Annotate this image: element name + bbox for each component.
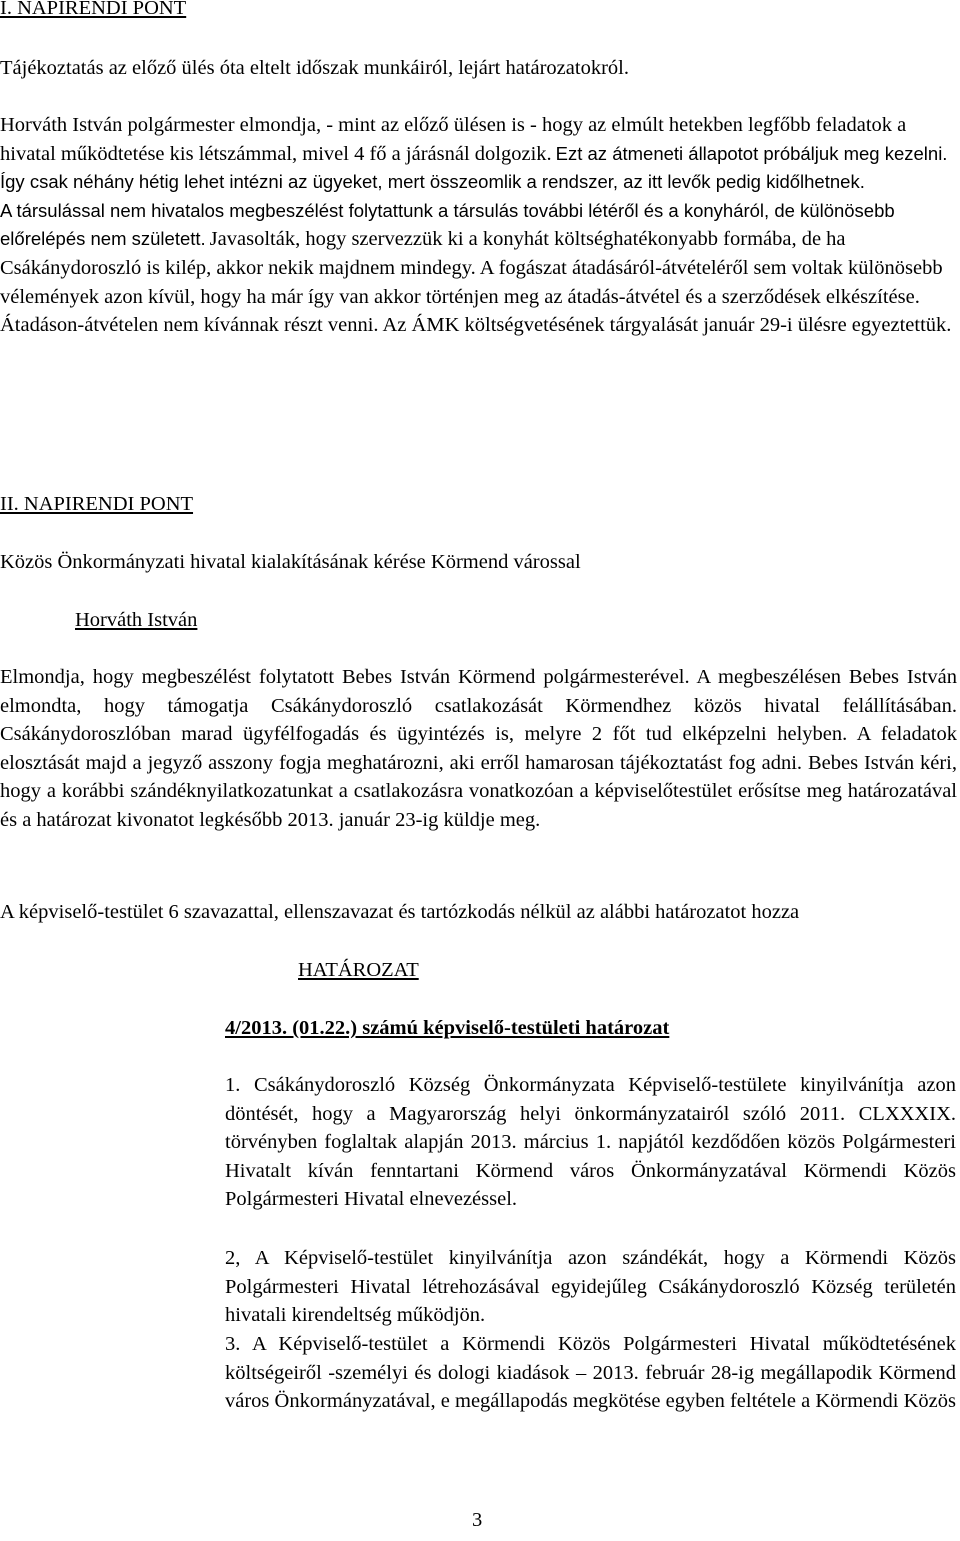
- section2-paragraph: Elmondja, hogy megbeszélést folytatott Bebes István Körmend polgármesterével. A megbeszélésen Bebes István elmondta, hogy támogatja Csákánydoroszló csatlakozását Körmendhez közös hivatal felállításában. Csákánydoroszlóban marad ügyfélfogadás és ügyintézés is, melyre 2 főt tud elképzelni helyben. A feladatok elosztását majd a jegyző asszony fogja meghatározni, aki erről hamarosan tájékoztatást fog adni. Bebes István kéri, hogy a korábbi szándéknyilatkozatunkat a csatlakozásra vonatkozóan a képviselőtestület erősítse meg határozatával és a határozat kivonatot legkésőbb 2013. január 23-ig küldje meg.: [0, 666, 957, 831]
- decision-item-2: 2, A Képviselő-testület kinyilvánítja azon szándékát, hogy a Körmendi Közös Polgármesteri Hivatal létrehozásával egyidejűleg Csákánydoroszló Község területén hivatali kirendeltség működjön.: [225, 1247, 956, 1327]
- speaker-name: Horváth István: [75, 609, 198, 631]
- section1-para1-serif2: Javasolták, hogy szervezzük ki a konyhát költséghatékonyabb formába, de ha Csákánydoroszló is kilép, akkor nekik majdnem mindegy. A fogászat átadásáról-átvételéről sem voltak különösebb vélemények azon kívül, hogy ha már így van akkor történjen meg az átadás-átvétel és a szerződések elkészítése. Átadáson-átvételen nem kívánnak részt venni. Az ÁMK költségvetésének tárgyalását január 29-i ülésre egyeztettük.: [0, 228, 952, 337]
- section1-para1-sans1: Ezt az átmeneti állapotot próbáljuk meg kezelni.: [555, 142, 948, 164]
- section1-body: [0, 111, 960, 340]
- section1-para1-sans3: A társulással nem hivatalos megbeszélést folytattunk a társulás további létéről és a konyháról, de különösebb előrelépés nem született.: [0, 199, 895, 250]
- decision-item-3: 3. A Képviselő-testület a Körmendi Közös Polgármesteri Hivatal működtetésének költségeiről -személyi és dologi kiadások – 2013. február 28-ig megállapodik Körmend város Önkormányzatával, e megállapodás megkötése egyben feltétele a Körmendi Közös: [225, 1333, 956, 1413]
- decision-item-1: 1. Csákánydoroszló Község Önkormányzata Képviselő-testülete kinyilvánítja azon döntését, hogy a Magyarország helyi önkormányzatairól szóló 2011. CLXXXIX. törvényben foglaltak alapján 2013. március 1. napjától kezdődően közös Polgármesteri Hivatalt kíván fenntartani Körmend város Önkormányzatával Körmendi Közös Polgármesteri Hivatal elnevezéssel.: [225, 1074, 956, 1211]
- section2-heading: II. NAPIRENDI PONT: [0, 493, 194, 515]
- section2-subheading: Közös Önkormányzati hivatal kialakításának kérése Körmend várossal: [0, 551, 581, 573]
- section1-heading: I. NAPIRENDI PONT: [0, 0, 187, 19]
- page-number: 3: [472, 1509, 483, 1531]
- decision-number: 4/2013. (01.22.) számú képviselő-testületi határozat: [225, 1017, 670, 1039]
- section1-para1-sans2: Így csak néhány hétig lehet intézni az ügyeket, mert összeomlik a rendszer, az itt levők pedig kidőlhetnek.: [0, 171, 865, 193]
- decision-title: HATÁROZAT: [298, 959, 419, 981]
- section1-para1-serif: Horváth István polgármester elmondja, - mint az előző ülésen is - hogy az elmúlt hetekben legfőbb feladatok a hivatal működtetése kis létszámmal, mivel 4 fő a járásnál dolgozik.: [0, 114, 907, 165]
- vote-statement: A képviselő-testület 6 szavazattal, ellenszavazat és tartózkodás nélkül az alábbi határozatot hozza: [0, 901, 800, 923]
- section1-subheading: Tájékoztatás az előző ülés óta eltelt időszak munkáiról, lejárt határozatokról.: [0, 57, 629, 79]
